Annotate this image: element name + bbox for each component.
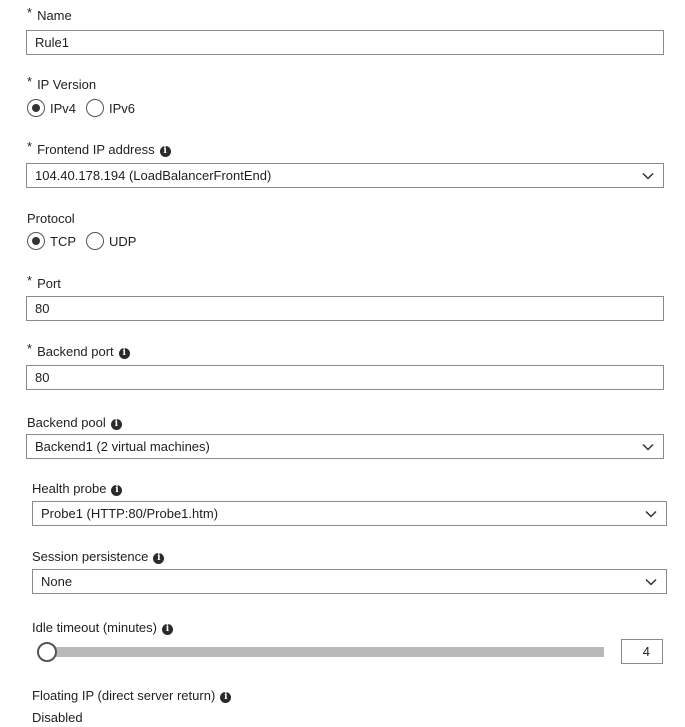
required-marker: * [27,74,33,89]
required-marker: * [27,5,33,20]
chevron-down-icon [641,440,655,454]
udp-radio[interactable] [86,232,104,250]
backend-pool-label: Backend pool [27,415,106,430]
ipv4-radio[interactable] [27,99,45,117]
name-input[interactable]: Rule1 [26,30,664,55]
name-label-row [27,5,72,23]
ip-version-label: IP Version [37,77,97,92]
ip-version-label-row [27,74,97,92]
info-icon[interactable]: i [153,553,164,564]
frontend-ip-value: 104.40.178.194 (LoadBalancerFrontEnd) [35,168,272,183]
backend-pool-select[interactable] [26,434,664,459]
required-marker: * [27,341,33,356]
idle-timeout-label-row [32,620,173,635]
frontend-ip-select[interactable] [26,163,664,188]
tcp-option[interactable] [27,232,76,250]
frontend-ip-label-row [27,139,171,157]
backend-pool-label-row [27,415,122,430]
session-persistence-select[interactable] [32,569,667,594]
backend-port-label: Backend port [37,344,114,359]
info-icon[interactable]: i [111,419,122,430]
protocol-radio-group [27,232,146,250]
health-probe-label: Health probe [32,481,107,496]
floating-ip-value[interactable]: Disabled [32,710,83,725]
required-marker: * [27,273,33,288]
info-icon[interactable]: i [162,624,173,635]
port-label: Port [37,276,61,291]
idle-timeout-value-input[interactable]: 4 [621,639,663,664]
backend-port-label-row [27,341,130,359]
health-probe-select[interactable] [32,501,667,526]
udp-label: UDP [109,233,137,249]
floating-ip-label: Floating IP (direct server return) [32,688,216,703]
info-icon[interactable]: i [119,348,130,359]
session-persistence-label-row [32,549,164,564]
health-probe-value: Probe1 (HTTP:80/Probe1.htm) [41,506,219,521]
backend-port-input[interactable]: 80 [26,365,664,390]
ipv6-label: IPv6 [109,100,136,116]
tcp-label: TCP [50,233,76,249]
health-probe-label-row [32,481,122,496]
protocol-label: Protocol [27,211,75,226]
ip-version-radio-group [27,99,145,117]
info-icon[interactable]: i [111,485,122,496]
name-label: Name [37,8,72,23]
backend-pool-value: Backend1 (2 virtual machines) [35,439,210,454]
chevron-down-icon [644,507,658,521]
required-marker: * [27,139,33,154]
udp-option[interactable] [86,232,136,250]
port-label-row [27,273,61,291]
info-icon[interactable]: i [160,146,171,157]
ipv6-radio[interactable] [86,99,104,117]
info-icon[interactable]: i [220,692,231,703]
tcp-radio[interactable] [27,232,45,250]
port-input[interactable]: 80 [26,296,664,321]
ipv4-label: IPv4 [50,100,77,116]
idle-timeout-label: Idle timeout (minutes) [32,620,157,635]
idle-timeout-slider-thumb[interactable] [37,642,57,662]
session-persistence-value: None [41,574,73,589]
idle-timeout-slider-track[interactable] [44,647,604,657]
ipv6-option[interactable] [86,99,135,117]
ipv4-option[interactable] [27,99,76,117]
chevron-down-icon [644,575,658,589]
floating-ip-label-row [32,688,231,703]
frontend-ip-label: Frontend IP address [37,142,155,157]
session-persistence-label: Session persistence [32,549,149,564]
chevron-down-icon [641,169,655,183]
